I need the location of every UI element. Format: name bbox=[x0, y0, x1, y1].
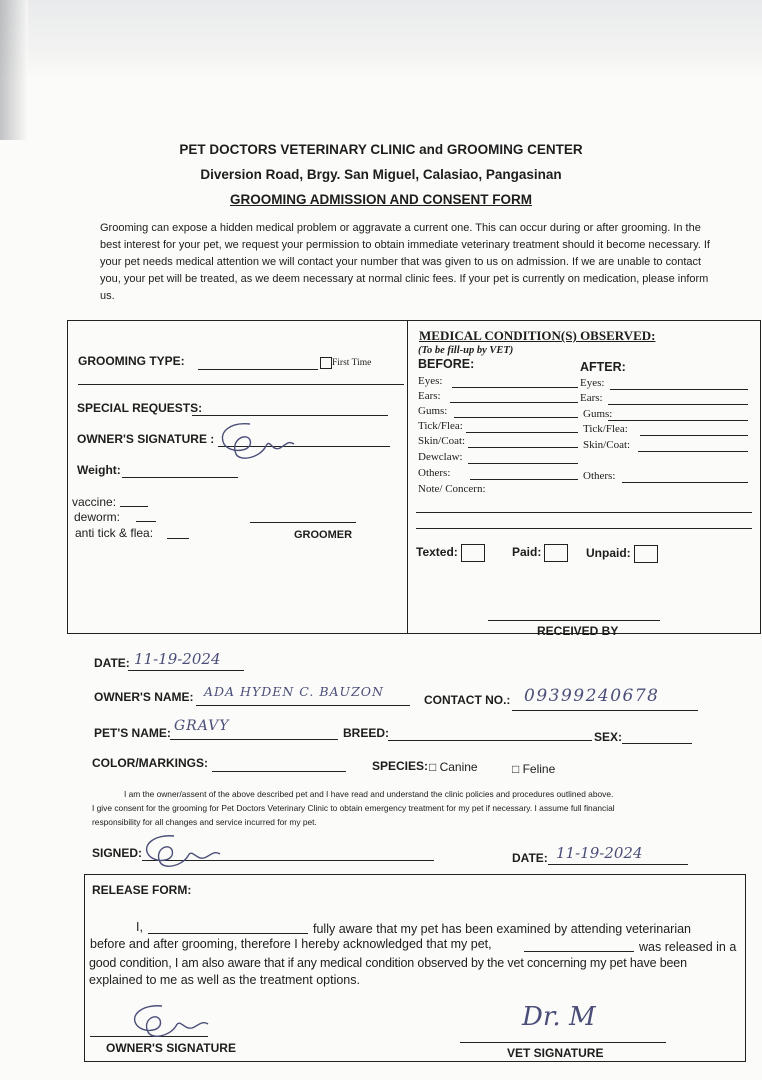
after-item-field[interactable] bbox=[608, 404, 748, 405]
canine-option[interactable]: □ Canine bbox=[429, 760, 478, 774]
medical-subtitle: (To be fill-up by VET) bbox=[418, 345, 514, 356]
texted-checkbox[interactable] bbox=[461, 544, 485, 562]
after-heading: AFTER: bbox=[580, 360, 626, 374]
release-text-1: fully aware that my pet has been examined by attending veterinarian bbox=[313, 922, 692, 936]
weight-label: Weight: bbox=[77, 463, 121, 477]
unpaid-checkbox[interactable] bbox=[634, 545, 658, 563]
contact-value: 09399240678 bbox=[524, 686, 660, 706]
consent-line-2: I give consent for the grooming for Pet Doctors Veterinary Clinic to obtain emergency treatment for my pet if necessary. I assume full financial bbox=[92, 803, 615, 813]
contact-label: CONTACT NO.: bbox=[424, 693, 511, 707]
before-item-field[interactable] bbox=[468, 463, 578, 464]
owner-signature-handwriting bbox=[210, 418, 300, 468]
release-i: I, bbox=[136, 920, 143, 934]
sex-field[interactable] bbox=[622, 743, 692, 744]
signed-date-field[interactable] bbox=[548, 864, 688, 865]
after-item-field[interactable] bbox=[622, 482, 748, 483]
owner-name-label: OWNER'S NAME: bbox=[94, 690, 194, 704]
before-item-label: Eyes: bbox=[418, 375, 443, 387]
release-text-2a: before and after grooming, therefore I hereby acknowledged that my pet, bbox=[90, 937, 492, 951]
paid-label: Paid: bbox=[512, 545, 542, 560]
breed-field[interactable] bbox=[388, 740, 592, 741]
signed-date-value: 11-19-2024 bbox=[556, 844, 643, 862]
date-label: DATE: bbox=[94, 656, 130, 670]
deworm-field[interactable] bbox=[136, 521, 156, 522]
pet-name-value: GRAVY bbox=[174, 718, 230, 734]
before-item-label: Note/ Concern: bbox=[418, 483, 486, 495]
before-item-label: Gums: bbox=[418, 405, 448, 417]
owner-name-value: ADA HYDEN C. BAUZON bbox=[204, 684, 384, 699]
before-item-label: Dewclaw: bbox=[418, 451, 463, 463]
anti-tick-field[interactable] bbox=[167, 538, 189, 539]
special-requests-label: SPECIAL REQUESTS: bbox=[77, 401, 203, 415]
signed-label: SIGNED: bbox=[92, 846, 143, 860]
breed-label: BREED: bbox=[343, 726, 390, 740]
before-item-field[interactable] bbox=[466, 432, 578, 433]
note-line-2[interactable] bbox=[416, 528, 752, 529]
after-item-label: Gums: bbox=[583, 408, 613, 420]
before-item-label: Tick/Flea: bbox=[418, 420, 463, 432]
folded-edge bbox=[0, 0, 762, 80]
before-item-field[interactable] bbox=[454, 417, 578, 418]
pet-name-label: PET'S NAME: bbox=[94, 726, 171, 740]
after-item-label: Others: bbox=[583, 470, 616, 482]
before-item-field[interactable] bbox=[450, 402, 578, 403]
received-by-label: RECEIVED BY bbox=[537, 624, 619, 638]
grooming-type-field[interactable] bbox=[198, 369, 318, 370]
release-pet-field[interactable] bbox=[524, 951, 634, 952]
vet-sig-line[interactable] bbox=[460, 1042, 666, 1043]
release-text-2b: was released in a bbox=[639, 940, 737, 954]
release-owner-signature bbox=[122, 1000, 212, 1044]
color-label: COLOR/MARKINGS: bbox=[92, 756, 208, 770]
groomer-label: GROOMER bbox=[294, 529, 353, 541]
before-item-field[interactable] bbox=[468, 447, 578, 448]
note-line-1[interactable] bbox=[416, 512, 752, 513]
clinic-address: Diversion Road, Brgy. San Miguel, Calasiao, Pangasinan bbox=[200, 167, 562, 182]
before-heading: BEFORE: bbox=[418, 357, 475, 371]
sex-label: SEX: bbox=[594, 730, 623, 744]
paid-checkbox[interactable] bbox=[544, 544, 568, 562]
before-item-label: Others: bbox=[418, 467, 451, 479]
vaccine-field[interactable] bbox=[120, 506, 148, 507]
release-text-3: good condition, I am also aware that if any medical condition observed by the vet concerning my pet have been bbox=[89, 956, 687, 970]
date-field[interactable] bbox=[128, 670, 244, 671]
after-item-field[interactable] bbox=[640, 435, 748, 436]
unpaid-label: Unpaid: bbox=[586, 546, 631, 561]
after-item-label: Eyes: bbox=[580, 377, 605, 389]
deworm-label: deworm: bbox=[74, 510, 121, 524]
paid-item bbox=[512, 544, 568, 562]
special-requests-field[interactable] bbox=[192, 415, 388, 416]
vet-sig-label: VET SIGNATURE bbox=[507, 1046, 604, 1060]
grooming-type-field-2[interactable] bbox=[78, 384, 404, 385]
first-time-label: First Time bbox=[332, 358, 372, 368]
unpaid-item bbox=[586, 545, 658, 563]
texted-item bbox=[416, 544, 485, 562]
color-field[interactable] bbox=[212, 771, 346, 772]
after-item-field[interactable] bbox=[610, 389, 748, 390]
feline-option[interactable]: □ Feline bbox=[512, 762, 556, 776]
before-item-label: Ears: bbox=[418, 390, 441, 402]
release-name-field[interactable] bbox=[148, 933, 308, 934]
before-item-field[interactable] bbox=[470, 479, 578, 480]
after-item-field[interactable] bbox=[638, 451, 748, 452]
after-item-label: Ears: bbox=[580, 392, 603, 404]
consent-line-3: responsibility for all changes and service incurred for my pet. bbox=[92, 817, 317, 827]
release-title: RELEASE FORM: bbox=[92, 883, 192, 897]
box-divider bbox=[407, 320, 408, 634]
release-text-4: explained to me as well as the treatment options. bbox=[89, 973, 360, 987]
contact-field[interactable] bbox=[512, 710, 698, 711]
before-item-field[interactable] bbox=[452, 387, 578, 388]
page-shadow bbox=[0, 0, 28, 140]
pet-name-field[interactable] bbox=[170, 739, 338, 740]
medical-title: MEDICAL CONDITION(S) OBSERVED: bbox=[419, 328, 656, 343]
first-time-checkbox[interactable] bbox=[320, 357, 332, 369]
grooming-type-label: GROOMING TYPE: bbox=[78, 354, 185, 368]
received-by-line[interactable] bbox=[488, 620, 660, 621]
anti-tick-label: anti tick & flea: bbox=[75, 526, 154, 540]
consent-line-1: I am the owner/assent of the above described pet and I have read and understand the clinic policies and procedures outlined above. bbox=[124, 789, 614, 799]
before-item-label: Skin/Coat: bbox=[418, 435, 466, 447]
owner-signature-label: OWNER'S SIGNATURE : bbox=[77, 432, 215, 446]
species-label: SPECIES: bbox=[372, 759, 429, 773]
after-item-field[interactable] bbox=[608, 420, 748, 421]
after-item-label: Skin/Coat: bbox=[583, 439, 631, 451]
owner-name-field[interactable] bbox=[196, 705, 410, 706]
form-title: GROOMING ADMISSION AND CONSENT FORM bbox=[230, 192, 532, 207]
vaccine-label: vaccine: bbox=[72, 495, 117, 509]
vet-sig-handwriting: Dr. M bbox=[522, 1002, 596, 1032]
signed-date-label: DATE: bbox=[512, 851, 548, 865]
signed-handwriting bbox=[136, 830, 226, 874]
after-item-label: Tick/Flea: bbox=[583, 423, 628, 435]
intro-paragraph: Grooming can expose a hidden medical problem or aggravate a current one. This can occur during or after grooming. In the best interest for your pet, we request your permission to obtain immediate veterinary treatment should it become necessary. If your pet needs medical attention we will contact your number that was given to us on admission. If we are unable to contact you, your pet will be treated, as we deem necessary at normal clinic fees. If your pet is currently on medication, please inform us. bbox=[100, 222, 710, 302]
date-value: 11-19-2024 bbox=[134, 650, 221, 668]
texted-label: Texted: bbox=[416, 545, 458, 560]
owner-sig-label: OWNER'S SIGNATURE bbox=[106, 1041, 236, 1055]
weight-field[interactable] bbox=[122, 477, 238, 478]
groomer-signature-line[interactable] bbox=[250, 522, 356, 523]
clinic-name: PET DOCTORS VETERINARY CLINIC and GROOMING CENTER bbox=[179, 142, 583, 157]
